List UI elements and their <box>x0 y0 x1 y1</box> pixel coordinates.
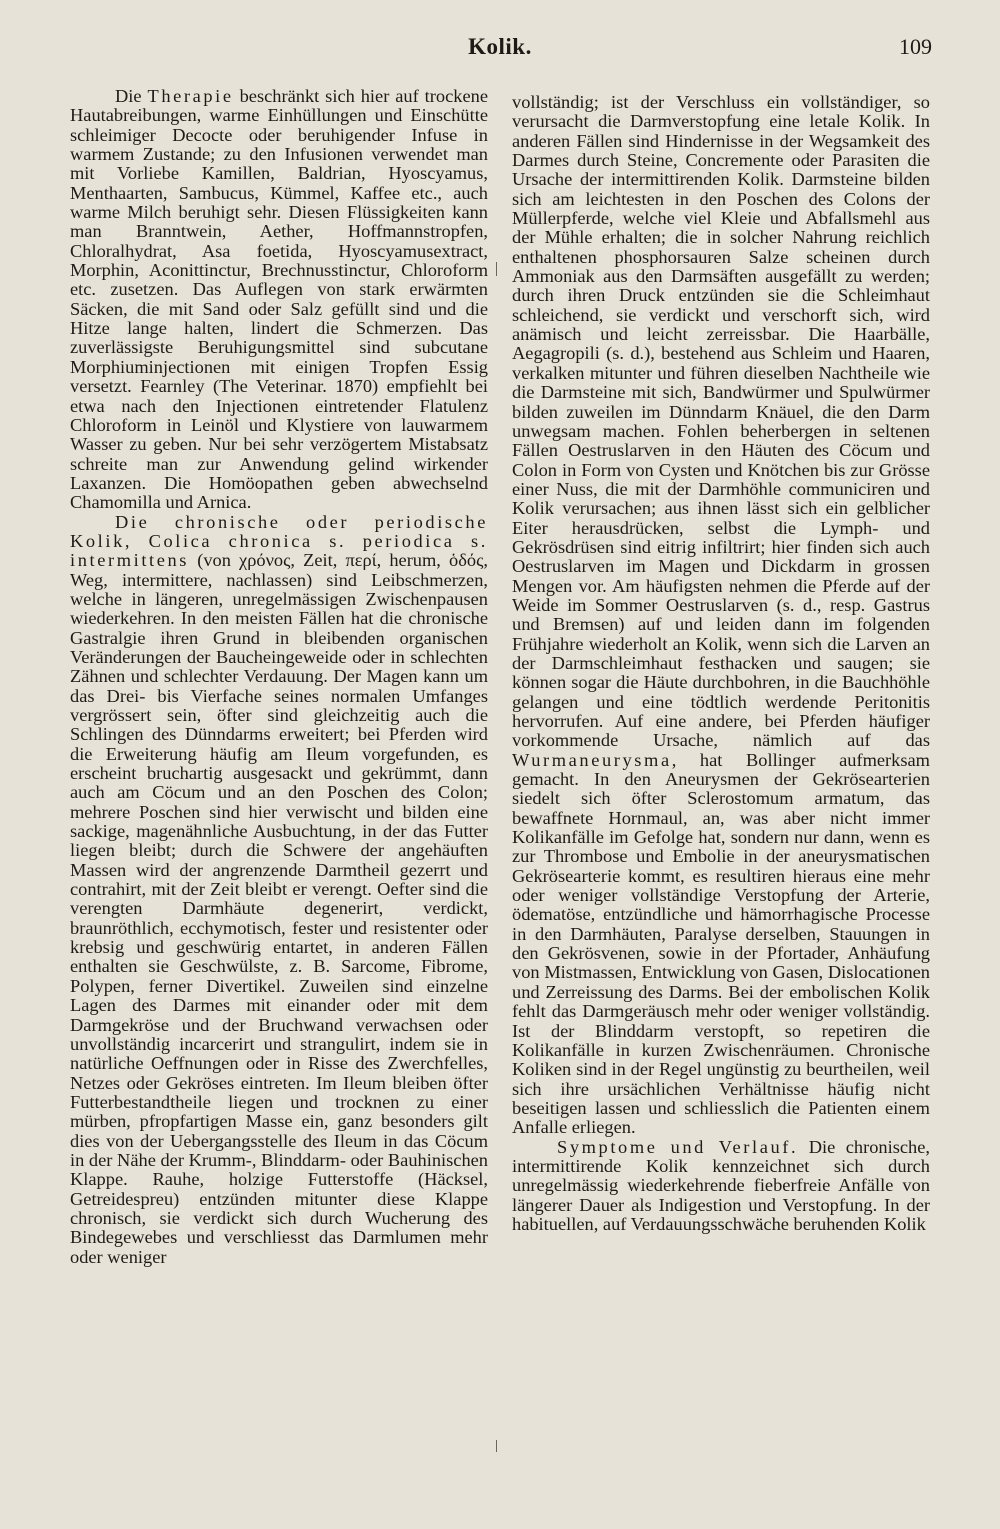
therapy-lead: Die <box>115 86 142 106</box>
term-therapie: Therapie <box>147 86 234 106</box>
column-divider-mark-bottom <box>496 1440 497 1452</box>
paragraph-continuation <box>512 93 930 1138</box>
right-column <box>512 93 930 1234</box>
paragraph-therapy <box>70 87 488 513</box>
term-chronic-colic: Die chronische oder periodische Kolik, Colica chronica s. periodica s. intermittens <box>70 511 488 571</box>
paragraph-symptoms <box>512 1138 930 1235</box>
column-divider-mark <box>496 262 497 276</box>
continuation-text-b: , hat Bollinger aufmerksam gemacht. In den Aneurysmen der Gekrösearterien siedelt sich öfter Sclerostomum armatum, das bewaffnete Hornmaul, an, was aber nicht immer Kolikanfälle im Gefolge hat, sondern nur dann, wenn es zur Thrombose und Embolie in der aneurysmatischen Gekrösearterie kommt, es resultiren hieraus eine mehr oder weniger vollständige Verstopfung der Arterie, ödematöse, entzündliche und hämorrhagische Processe in den Darmhäuten, Paralyse derselben, Stauungen in den Gekrösvenen, sowie in der Pfortader, Anhäufung von Mistmassen, Entwicklung von Gasen, Dislocationen und Zerreissung des Darms. Bei der embolischen Kolik fehlt das Darmgeräusch mehr oder weniger vollständig. Ist der Blinddarm verstopft, so repetiren die Kolikanfälle in kurzen Zwischenräumen. Chronische Koliken sind in der Regel ungünstig zu beurtheilen, weil sich ihre ursächlichen Verhältnisse häufig nicht beseitigen lassen und schliesslich die Patienten einem Anfalle erliegen. <box>512 749 930 1138</box>
continuation-text-a: vollständig; ist der Verschluss ein vollständiger, so verursacht die Darmverstopfung eine letale Kolik. In anderen Fällen sind Hindernisse in der Wegsamkeit des Darmes durch Steine, Concremente oder Parasiten die Ursache der intermittirenden Kolik. Darmsteine bilden sich am leichtesten in den Poschen des Colons der Müllerpferde, welche viel Kleie und Abfallsmehl aus der Mühle erhalten; die in solcher Nahrung reichlich enthaltenen phosphorsauren Salze scheinen durch Ammoniak aus den Darmsäften ausgefällt zu werden; durch ihren Druck entzünden sie die Schleimhaut schleichend, sie verdickt und verschorft sich, wird anämisch und leicht zerreissbar. Die Haarbälle, Aegagropili (s. d.), bestehend aus Schleim und Haaren, verkalken mitunter und führen dieselben Nachtheile wie die Darmsteine mit sich, Bandwürmer und Spulwürmer bilden zuweilen im Dünndarm Knäuel, die den Darm unwegsam machen. Fohlen beherbergen in seltenen Fällen Oestruslarven in den Häuten des Cöcum und Colon in Form von Cysten und Knötchen bis zur Grösse einer Nuss, die mit der Darmhöhle communiciren und Kolik verursachen; aus ihnen lässt sich ein gelblicher Eiter herausdrücken, selbst die Lymph- und Gekrösdrüsen sind eitrig infiltrirt; hier finden sich auch Oestruslarven im Magen und Dickdarm in grossen Mengen vor. Am häufigsten nehmen die Pferde auf der Weide im Sommer Oestruslarven (s. d., resp. Gastrus und Bremsen) auf und leiden dann im folgenden Frühjahre wiederholt an Kolik, wenn sich die Larven an der Darmschleimhaut festhacken und saugen; sie können sogar die Häute durchbohren, in die Bauchhöhle gelangen und eine tödtlich werdende Peritonitis hervorrufen. Auf eine andere, bei Pferden häufiger vorkommende Ursache, nämlich auf das <box>512 92 930 751</box>
page-number: 109 <box>899 34 932 59</box>
symptoms-text: Die chronische, intermittirende Kolik kennzeichnet sich durch unregelmässig wiederkehrende fieberfreie Anfälle von längerer Dauer als Indigestion und Verstopfung. In der habituellen, auf Verdauungsschwäche beruhenden Kolik <box>512 1136 930 1234</box>
running-header <box>60 26 940 66</box>
paragraph-chronic-colic <box>70 513 488 1267</box>
term-symptome: Symptome und Verlauf. <box>557 1136 799 1157</box>
page-title: Kolik. <box>468 34 532 59</box>
left-column <box>70 87 488 1267</box>
therapy-text: beschränkt sich hier auf trockene Hautabreibungen, warme Einhüllungen und Einschütte schleimiger Decocte oder beruhigender Infuse in warmem Zustande; zu den Infusionen verwendet man mit Vorliebe Kamillen, Baldrian, Hyoscyamus, Menthaarten, Sambucus, Kümmel, Kaffee etc., auch warme Milch beruhigt sehr. Diesen Flüssigkeiten kann man Branntwein, Aether, Hoffmannstropfen, Chloralhydrat, Asa foetida, Hyoscyamusextract, Morphin, Aconittinctur, Brechnusstinctur, Chloroform etc. zusetzen. Das Auflegen von stark erwärmten Säcken, die mit Sand oder Salz gefüllt sind und die Hitze lange halten, lindert die Schmerzen. Das zuverlässigste Beruhigungsmittel sind subcutane Morphiuminjectionen mit einigen Tropfen Essig versetzt. Fearnley (The Veterinar. 1870) empfiehlt bei etwa nach den Injectionen eintretender Flatulenz Chloroform in Leinöl und Klystiere von lauwarmem Wasser zu geben. Nur bei sehr verzögertem Mistabsatz schreite man zur Anwendung gelind wirkender Laxanzen. Die Homöopathen geben abwechselnd Chamomilla und Arnica. <box>70 86 488 513</box>
chronic-colic-text: (von χρόνος, Zeit, περί, herum, ὁδός, Weg, intermittere, nachlassen) sind Leibschmerzen, welche in längeren, unregelmässigen Zwischenpausen wiederkehren. In den meisten Fällen hat die chronische Gastralgie ihren Grund in bleibenden organischen Veränderungen der Baucheingeweide oder in schlechten Zähnen und schlechter Verdauung. Der Magen kann um das Drei- bis Vierfache seines normalen Umfanges vergrössert sein, öfter sind gleichzeitig auch die Schlingen des Dünndarms erweitert; bei Pferden wird die Erweiterung häufig am Ileum vorgefunden, es erscheint bruchartig ausgesackt und gekrümmt, dann auch am Cöcum und an den Poschen des Colon; mehrere Poschen sind hier verwischt und bilden eine sackige, magenähnliche Ausbuchtung, in der das Futter liegen bleibt; durch die Schwere der angehäuften Massen wird der angrenzende Darmtheil gezerrt und contrahirt, mit der Zeit bleibt er verengt. Oefter sind die verengten Darmhäute degenerirt, verdickt, braunröthlich, ecchymotisch, fester und resistenter oder krebsig und geschwürig entartet, in anderen Fällen enthalten sie Geschwülste, z. B. Sarcome, Fibrome, Polypen, ferner Divertikel. Zuweilen sind einzelne Lagen des Darmes mit einander oder mit dem Darmgekröse und der Bruchwand verwachsen oder unvollständig incarcerirt und strangulirt, indem sie in natürliche Oeffnungen oder in Risse des Zwerchfelles, Netzes oder Gekröses eintreten. Im Ileum bleiben öfter Futterbestandtheile liegen und trocknen zu einer mürben, pfropfartigen Masse ein, ganz besonders gilt dies von der Uebergangsstelle des Ileum in das Cöcum in der Nähe der Krumm-, Blinddarm- oder Bauhinischen Klappe. Rauhe, holzige Futterstoffe (Häcksel, Getreidespreu) entzünden mitunter diese Klappe chronisch, sie verdickt sich durch Wucherung des Bindegewebes und verschliesst das Darmlumen mehr oder weniger <box>70 550 488 1267</box>
term-wurmaneurysma: Wurmaneurysma <box>512 749 672 770</box>
